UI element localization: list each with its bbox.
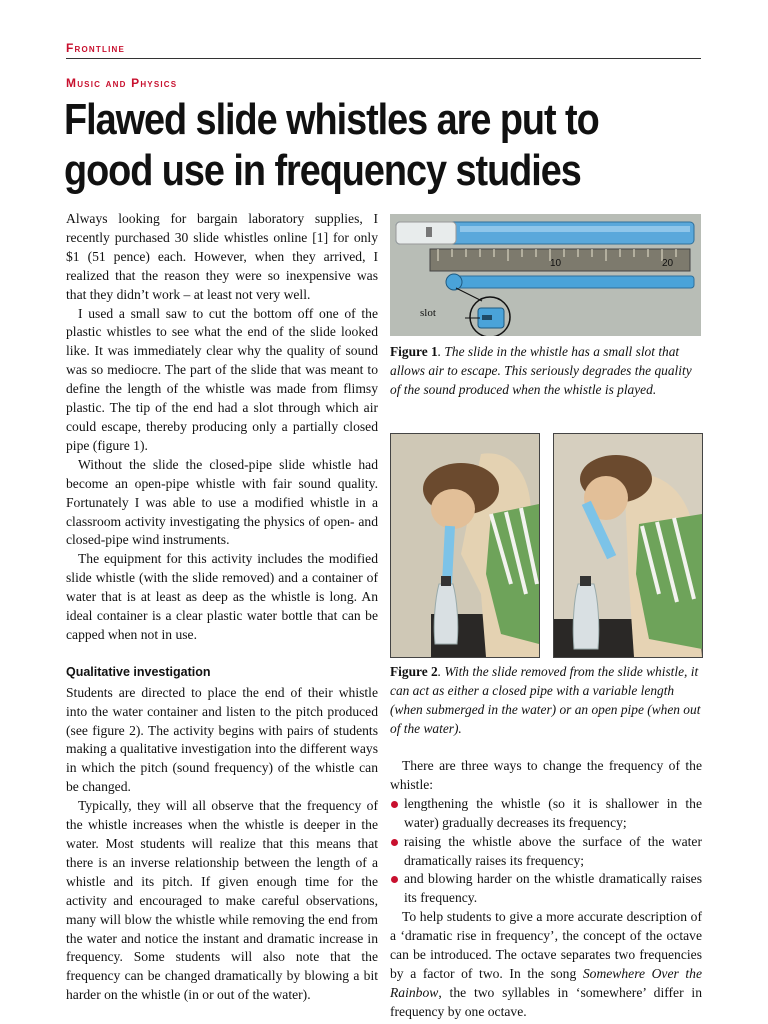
article-headline — [64, 94, 632, 196]
slot-label: slot — [420, 307, 436, 319]
section-label: Frontline — [66, 41, 126, 55]
paragraph-3: Without the slide the closed-pipe slide whistle had become an open-pipe whistle with fair sound quality. Fortunately I was able to use a modified whistle in a classroom activity investigating the physics of open- and closed-pipe wind instruments. — [66, 456, 378, 548]
right-paragraph-octave — [390, 908, 702, 1021]
figure-2-label: Figure 2 — [390, 664, 438, 679]
paragraph-5: Students are directed to place the end of their whistle into the water container and listen to the pitch produced (see figure 2). The activity begins with pairs of students making a qualitative investigation into the different ways in which the pitch (sound frequency) of the whistle can be changed. — [66, 684, 378, 795]
ruler-label-20: 20 — [662, 258, 674, 269]
right-intro: There are three ways to change the frequency of the whistle: — [390, 758, 702, 792]
paragraph-1: Always looking for bargain laboratory supplies, I recently purchased 30 slide whistles online [1] for only $1 (51 pence) each. However, when they arrived, I realized that the reason they were so inexpensive was that they didn’t work – at least not very well. — [66, 211, 378, 302]
bullet-dot-icon — [391, 801, 398, 808]
list-item — [390, 795, 702, 833]
bullet-text: raising the whistle above the surface of the water dramatically raises its frequency; — [404, 833, 702, 868]
bullet-dot-icon — [391, 839, 398, 846]
right-column — [390, 757, 702, 1022]
figure-2-photo-right — [553, 433, 703, 658]
bullet-dot-icon — [391, 876, 398, 883]
figure-1-image — [390, 214, 701, 336]
header-rule — [66, 58, 701, 59]
whistle-slide-illustration — [390, 214, 701, 336]
subheading-qualitative: Qualitative investigation — [66, 664, 211, 679]
student-blowing-submerged-photo — [391, 434, 539, 657]
figure-1-caption — [390, 342, 705, 399]
figure-2-photo-left — [390, 433, 540, 658]
headline-line-1: Flawed slide whistles are put to — [64, 95, 599, 144]
ruler-label-10: 10 — [550, 258, 562, 269]
list-item — [390, 833, 702, 871]
octave-text-b: , the two syllables in ‘somewhere’ differ in frequency by one octave. — [390, 984, 702, 1019]
figure-2-caption — [390, 662, 705, 738]
headline-line-2: good use in frequency studies — [64, 146, 581, 195]
song-title: Somewhere Over the Rainbow — [390, 965, 703, 1000]
paragraph-4: The equipment for this activity includes the modified slide whistle (with the slide removed) and a container of water that is at least as deep as the whistle is long. An ideal container is a clear plastic water bottle that can be capped when not in use. — [66, 551, 378, 642]
paragraph-6: Typically, they will all observe that the frequency of the whistle increases when the whistle is deeper in the water. Most students will realize that this means that there is an inverse relationship between the length of a whistle and its pitch. If given enough time for the activity and encouraged to make careful observations, many will blow the whistle while removing the end from the water and notice the instant and dramatic increase in frequency. Some students will also note that the frequency can be changed dramatically by blowing a bit harder on the whistle (in or out of the water). — [66, 798, 378, 1003]
octave-text-a: To help students to give a more accurate description of a ‘dramatic rise in frequency’, the concept of the octave can be introduced. The octave separates two frequencies by a factor of two. In the song — [390, 909, 702, 981]
left-column — [66, 210, 378, 1005]
article-kicker: Music and Physics — [66, 76, 178, 90]
bullet-text: lengthening the whistle (so it is shallower in the water) gradually decreases its frequency; — [404, 795, 702, 830]
list-item — [390, 870, 702, 908]
student-blowing-open-photo — [554, 434, 702, 657]
bullet-text: and blowing harder on the whistle dramatically raises its frequency. — [404, 871, 702, 906]
figure-1-caption-text: . The slide in the whistle has a small slot that allows air to escape. This seriously degrades the quality of the sound produced when the whistle is played. — [390, 344, 692, 397]
figure-1-label: Figure 1 — [390, 344, 438, 359]
figure-2-caption-text: . With the slide removed from the slide whistle, it can act as either a closed pipe with a variable length (when submerged in the water) or an open pipe (when out of the water). — [390, 664, 701, 736]
paragraph-2: I used a small saw to cut the bottom off one of the plastic whistles to see what the end of the slide looked like. It was immediately clear why the quality of sound was so mediocre. The part of the slide that was meant to define the length of the whistle was made from flimsy plastic. The tip of the end had a slot through which air could escape, thereby producing only a partially closed pipe (figure 1). — [66, 305, 378, 453]
bullet-list — [390, 795, 702, 908]
